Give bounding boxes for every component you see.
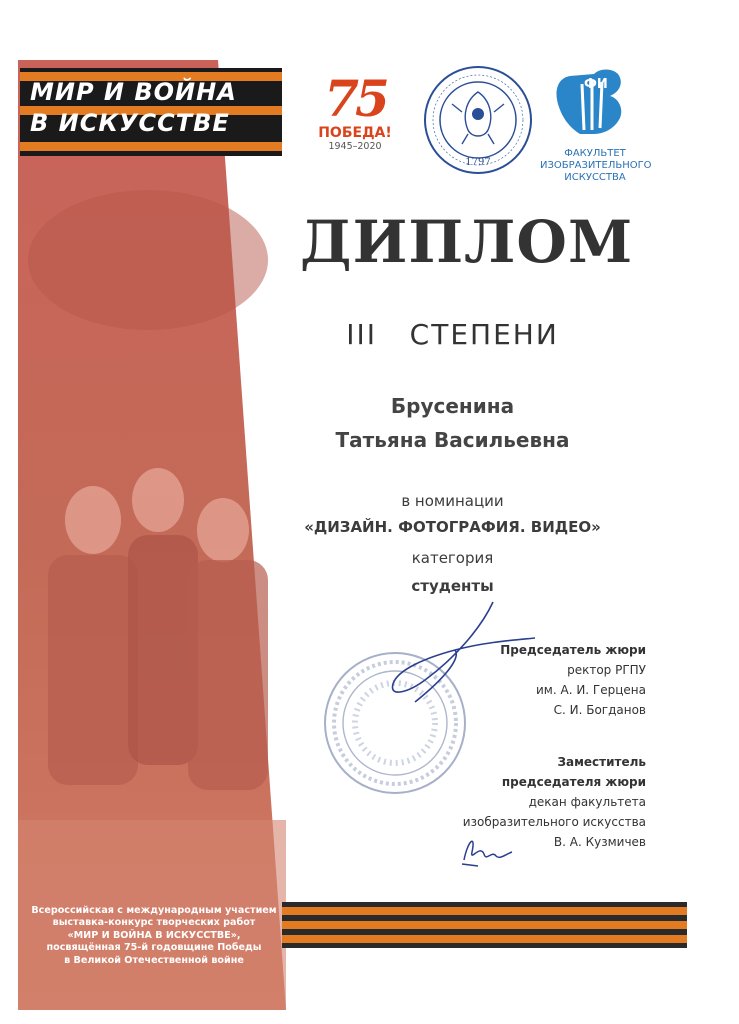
photo-panel [18, 60, 298, 1010]
university-year: 1797 [465, 157, 491, 168]
faculty-logo [540, 60, 652, 183]
exhibition-line: в Великой Отечественной войне [64, 954, 244, 966]
victory-label: ПОБЕДА! [318, 125, 392, 141]
jury-chair-line: ректор РГПУ [567, 663, 646, 677]
nomination-prefix: в номинации [401, 492, 504, 510]
ribbon-stripe [282, 907, 687, 915]
banner-line-2: В ИСКУССТВЕ [30, 109, 230, 137]
faculty-caption-line: ИЗОБРАЗИТЕЛЬНОГО [540, 160, 652, 171]
nomination-title: «ДИЗАЙН. ФОТОГРАФИЯ. ВИДЕО» [304, 518, 601, 536]
exhibition-line: «МИР И ВОЙНА В ИСКУССТВЕ», [67, 929, 241, 941]
exhibition-banner [20, 68, 282, 156]
jury-deputy-title: председателя жюри [501, 775, 646, 789]
ribbon-stripe [282, 921, 687, 929]
faculty-mark: ФИ [584, 77, 608, 92]
jury-chair-line: С. И. Богданов [553, 703, 646, 717]
faculty-caption [540, 148, 650, 184]
diploma-title: ДИПЛОМ [300, 208, 634, 276]
exhibition-line: посвящённая 75-й годовщине Победы [46, 942, 262, 954]
ribbon-stripe [20, 142, 282, 151]
banner-line-1: МИР И ВОЙНА [30, 78, 237, 106]
jury-chair-title: Председатель жюри [500, 643, 646, 657]
jury-chair-line: им. А. И. Герцена [536, 683, 646, 697]
banner-title [30, 77, 237, 139]
diploma-degree: III СТЕПЕНИ [346, 318, 559, 351]
category-value: студенты [411, 577, 494, 595]
jury-deputy-title: Заместитель [557, 755, 646, 769]
deputy-signature [458, 830, 518, 870]
victory-years: 1945–2020 [328, 141, 382, 152]
exhibition-line: Всероссийская с международным участием [31, 905, 277, 916]
faculty-caption-line: ФАКУЛЬТЕТ [564, 148, 626, 159]
exhibition-caption [26, 905, 282, 967]
faculty-caption-line: ИСКУССТВА [564, 172, 626, 183]
jury-deputy-line: декан факультета [528, 795, 646, 809]
ribbon-stripe [282, 935, 687, 943]
category-label: категория [411, 549, 494, 567]
faculty-brush-icon [540, 60, 650, 146]
jury-deputy-line: изобразительного искусства [462, 815, 646, 829]
recipient-name: Татьяна Васильевна [335, 428, 570, 452]
jury-chair-block [500, 640, 646, 720]
university-seal-logo [422, 64, 534, 176]
soldiers-photo-illustration [18, 60, 298, 1010]
victory-75-logo [310, 69, 400, 172]
recipient-surname: Брусенина [390, 394, 515, 418]
victory-number: 75 [324, 69, 386, 128]
bottom-ribbon [282, 902, 687, 948]
exhibition-line: выставка-конкурс творческих работ [52, 917, 256, 929]
jury-deputy-line: В. А. Кузмичев [553, 835, 646, 849]
